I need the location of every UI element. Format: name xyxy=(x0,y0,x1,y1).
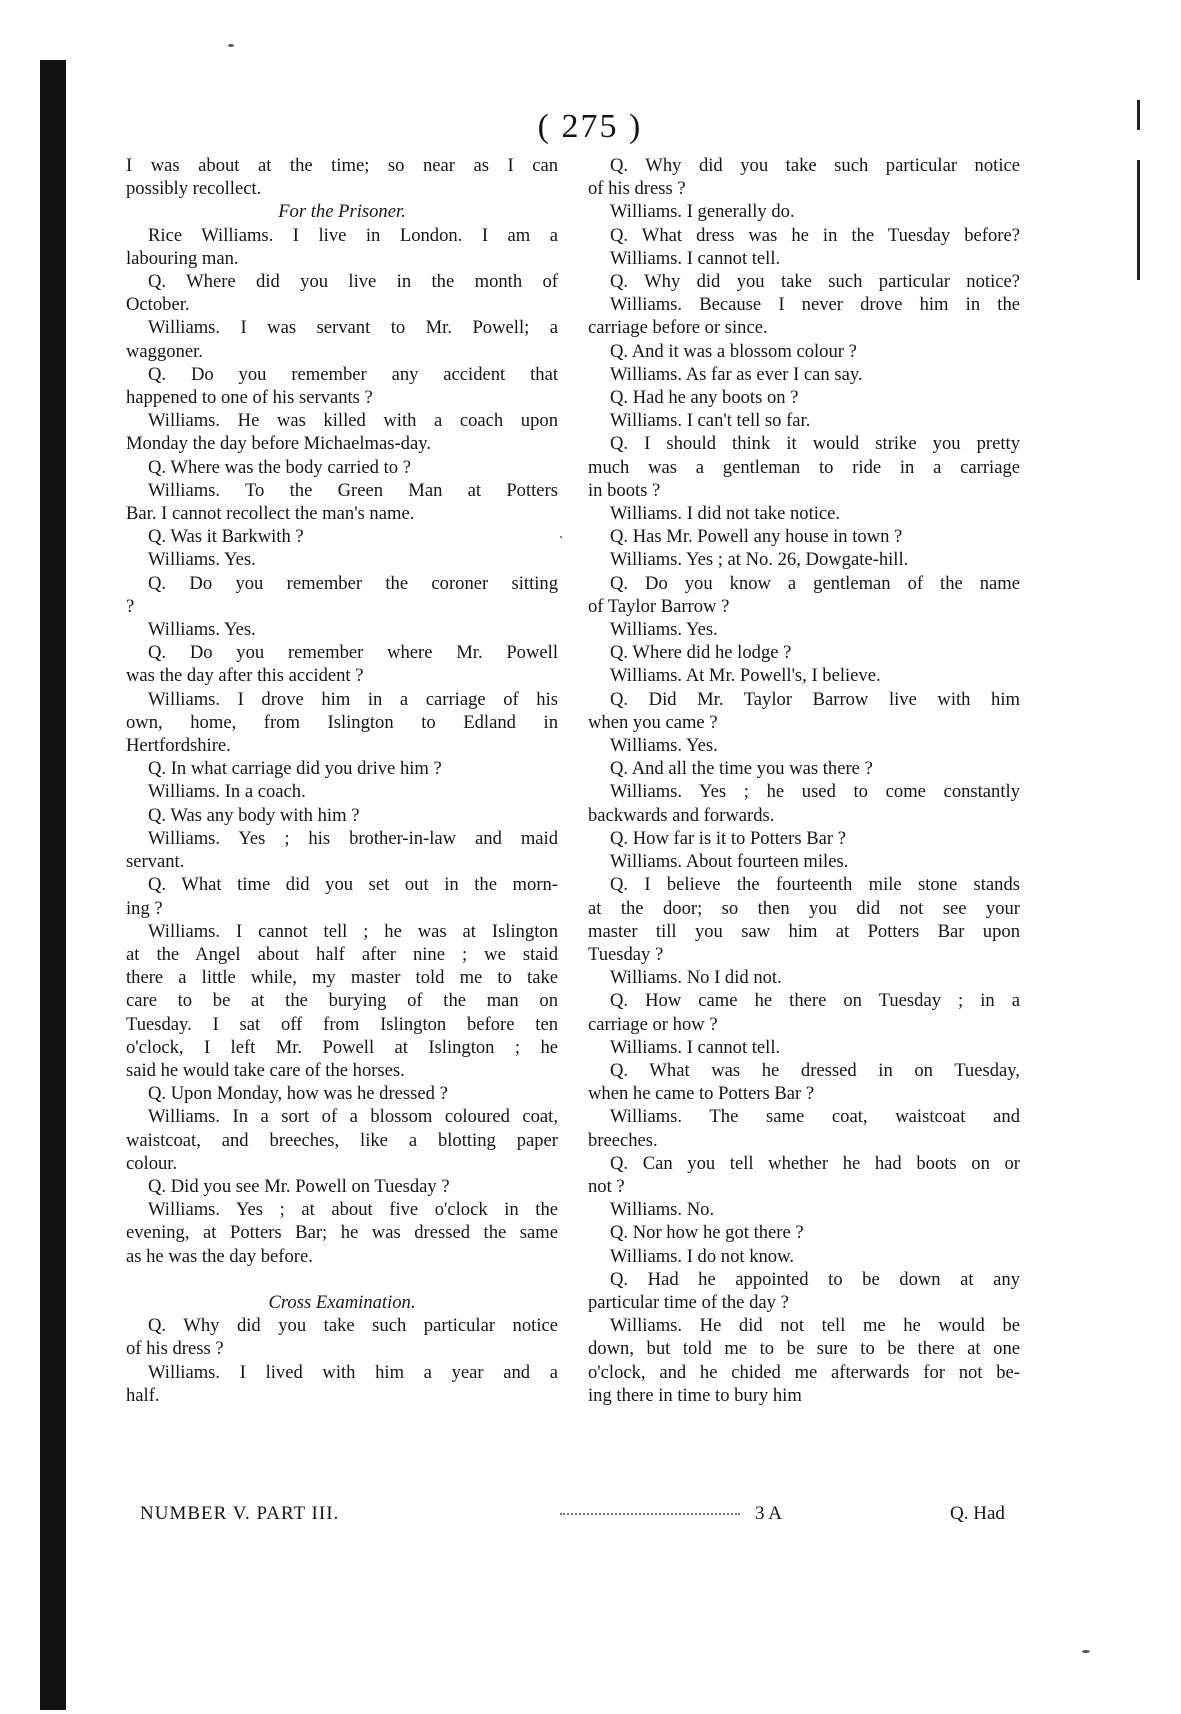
text-line: carriage before or since. xyxy=(588,317,768,339)
text-line: said he would take care of the horses. xyxy=(126,1059,405,1081)
text-line: Q. Can you tell whether he had boots on or xyxy=(610,1152,1020,1174)
scan-speck xyxy=(228,44,234,47)
text-line: Williams. In a sort of a blossom coloured coat, xyxy=(148,1106,558,1128)
text-line: Q. What time did you set out in the morn- xyxy=(148,874,558,896)
text-line: as he was the day before. xyxy=(126,1245,313,1267)
text-line xyxy=(126,1268,558,1291)
text-line: colour. xyxy=(126,1152,178,1174)
text-line: Williams. In a coach. xyxy=(148,781,306,803)
text-line: of Taylor Barrow ? xyxy=(588,595,730,617)
text-line: Williams. I was servant to Mr. Powell; a xyxy=(148,317,558,339)
text-line: of his dress ? xyxy=(588,178,686,200)
text-line: in boots ? xyxy=(588,479,661,501)
scan-speck xyxy=(560,536,562,538)
dotted-rule xyxy=(560,1513,740,1515)
text-line: carriage or how ? xyxy=(588,1013,718,1035)
text-line: o'clock, and he chided me afterwards for not be- xyxy=(588,1361,1020,1383)
text-line: Williams. Yes ; at about five o'clock in the xyxy=(148,1199,558,1221)
scan-dark-edge xyxy=(40,60,66,1710)
text-line: Williams. I do not know. xyxy=(610,1245,794,1267)
text-line: Q. Do you remember any accident that xyxy=(148,363,558,385)
text-line: o'clock, I left Mr. Powell at Islington ; he xyxy=(126,1036,558,1058)
text-line: there a little while, my master told me to take xyxy=(126,967,558,989)
text-line: Q. Nor how he got there ? xyxy=(610,1222,804,1244)
text-line: Q. Had he any boots on ? xyxy=(610,387,799,409)
text-line: Williams. Yes ; he used to come constantly xyxy=(610,781,1020,803)
text-line: Cross Examination. xyxy=(268,1291,416,1313)
scan-speck xyxy=(1082,1650,1090,1653)
text-line: Williams. I can't tell so far. xyxy=(610,410,811,432)
text-line: ing ? xyxy=(126,897,163,919)
text-line: Williams. I cannot tell. xyxy=(610,1036,781,1058)
text-line: backwards and forwards. xyxy=(588,804,775,826)
text-line: Williams. I did not take notice. xyxy=(610,503,841,525)
right-column xyxy=(588,154,1020,1407)
text-line: Q. What dress was he in the Tuesday before? xyxy=(610,224,1020,246)
text-line: Q. Do you remember the coroner sitting xyxy=(148,572,558,594)
text-line: Williams. Yes ; his brother-in-law and maid xyxy=(148,827,558,849)
text-line: of his dress ? xyxy=(126,1338,224,1360)
text-line: own, home, from Islington to Edland in xyxy=(126,711,558,733)
text-line: Williams. Yes. xyxy=(610,619,718,641)
text-line: Williams. About fourteen miles. xyxy=(610,851,849,873)
text-line: Williams. Yes ; at No. 26, Dowgate-hill. xyxy=(610,549,909,571)
text-line: Q. Where was the body carried to ? xyxy=(148,456,411,478)
text-line: Williams. He was killed with a coach upon xyxy=(148,410,558,432)
text-line: Q. How came he there on Tuesday ; in a xyxy=(610,990,1020,1012)
text-line: Williams. I cannot tell. xyxy=(610,247,781,269)
text-line: Williams. Because I never drove him in the xyxy=(610,294,1020,316)
text-line: Williams. I drove him in a carriage of his xyxy=(148,688,558,710)
text-line: Williams. At Mr. Powell's, I believe. xyxy=(610,665,881,687)
text-line: Williams. Yes. xyxy=(148,549,256,571)
left-column xyxy=(126,154,558,1407)
sheet-mark: 3 A xyxy=(755,1503,782,1524)
text-line: Q. Had he appointed to be down at any xyxy=(610,1268,1020,1290)
text-line: Q. In what carriage did you drive him ? xyxy=(148,758,442,780)
text-line: care to be at the burying of the man on xyxy=(126,990,558,1012)
text-line: Q. Has Mr. Powell any house in town ? xyxy=(610,526,903,548)
text-line: Bar. I cannot recollect the man's name. xyxy=(126,503,415,525)
text-line: ing there in time to bury him xyxy=(588,1384,802,1406)
text-line: at the door; so then you did not see your xyxy=(588,897,1020,919)
text-line: was the day after this accident ? xyxy=(126,665,364,687)
text-line: Williams. The same coat, waistcoat and xyxy=(610,1106,1020,1128)
text-line: Williams. He did not tell me he would be xyxy=(610,1315,1020,1337)
text-line: ? xyxy=(126,595,135,617)
text-line: For the Prisoner. xyxy=(278,201,406,223)
text-line: Q. Why did you take such particular notice? xyxy=(610,271,1020,293)
text-line: breeches. xyxy=(588,1129,658,1151)
catchword: Q. Had xyxy=(950,1503,1005,1524)
text-line: October. xyxy=(126,294,190,316)
text-line: half. xyxy=(126,1384,160,1406)
text-line: Williams. No I did not. xyxy=(610,967,782,989)
text-line: Williams. To the Green Man at Potters xyxy=(148,479,558,501)
text-line: evening, at Potters Bar; he was dressed the same xyxy=(126,1222,558,1244)
text-line: Q. And it was a blossom colour ? xyxy=(610,340,857,362)
text-line: much was a gentleman to ride in a carriage xyxy=(588,456,1020,478)
text-line: Q. Was any body with him ? xyxy=(148,804,360,826)
text-line: waistcoat, and breeches, like a blotting paper xyxy=(126,1129,558,1151)
text-line: when you came ? xyxy=(588,711,718,733)
text-line: I was about at the time; so near as I can xyxy=(126,155,558,176)
text-line: Williams. No. xyxy=(610,1199,715,1221)
text-line: Williams. I lived with him a year and a xyxy=(148,1361,558,1383)
text-line: Monday the day before Michaelmas-day. xyxy=(126,433,431,455)
text-line: waggoner. xyxy=(126,340,203,362)
text-line: when he came to Potters Bar ? xyxy=(588,1083,815,1105)
text-line: Williams. As far as ever I can say. xyxy=(610,363,863,385)
page-number: ( 275 ) xyxy=(537,108,643,145)
text-line: master till you saw him at Potters Bar upon xyxy=(588,920,1020,942)
text-line: labouring man. xyxy=(126,247,239,269)
text-line: Q. How far is it to Potters Bar ? xyxy=(610,827,846,849)
text-line: Q. Where did he lodge ? xyxy=(610,642,792,664)
text-line: Williams. Yes. xyxy=(148,619,256,641)
text-line: Q. What was he dressed in on Tuesday, xyxy=(610,1059,1020,1081)
text-line: not ? xyxy=(588,1175,625,1197)
text-line: particular time of the day ? xyxy=(588,1291,789,1313)
text-line: possibly recollect. xyxy=(126,178,262,200)
text-line: Q. Do you remember where Mr. Powell xyxy=(148,642,558,664)
text-line: servant. xyxy=(126,851,185,873)
text-line: happened to one of his servants ? xyxy=(126,387,373,409)
text-line: Williams. I cannot tell ; he was at Islington xyxy=(148,920,558,942)
text-line: Q. Did Mr. Taylor Barrow live with him xyxy=(610,688,1020,710)
text-line: Williams. I generally do. xyxy=(610,201,795,223)
scan-margin-marks xyxy=(1136,100,1142,280)
text-line: Q. And all the time you was there ? xyxy=(610,758,873,780)
text-line: Q. Upon Monday, how was he dressed ? xyxy=(148,1083,448,1105)
text-line: Q. Where did you live in the month of xyxy=(148,271,558,293)
text-line: Q. Do you know a gentleman of the name xyxy=(610,572,1020,594)
text-line: Tuesday. I sat off from Islington before ten xyxy=(126,1013,558,1035)
text-line: Q. I believe the fourteenth mile stone stands xyxy=(610,874,1020,896)
text-line: at the Angel about half after nine ; we staid xyxy=(126,943,558,965)
signature-line: NUMBER V. PART III. xyxy=(140,1503,340,1524)
text-line: Q. I should think it would strike you pretty xyxy=(610,433,1020,455)
text-line: Q. Why did you take such particular notice xyxy=(148,1315,558,1337)
text-line: Q. Was it Barkwith ? xyxy=(148,526,304,548)
text-line: Rice Williams. I live in London. I am a xyxy=(148,224,558,246)
text-line: Hertfordshire. xyxy=(126,735,231,757)
text-line: Williams. Yes. xyxy=(610,735,718,757)
text-line: Q. Did you see Mr. Powell on Tuesday ? xyxy=(148,1175,450,1197)
text-line: down, but told me to be sure to be there at one xyxy=(588,1338,1020,1360)
text-line: Q. Why did you take such particular notice xyxy=(610,155,1020,176)
text-line: Tuesday ? xyxy=(588,943,664,965)
